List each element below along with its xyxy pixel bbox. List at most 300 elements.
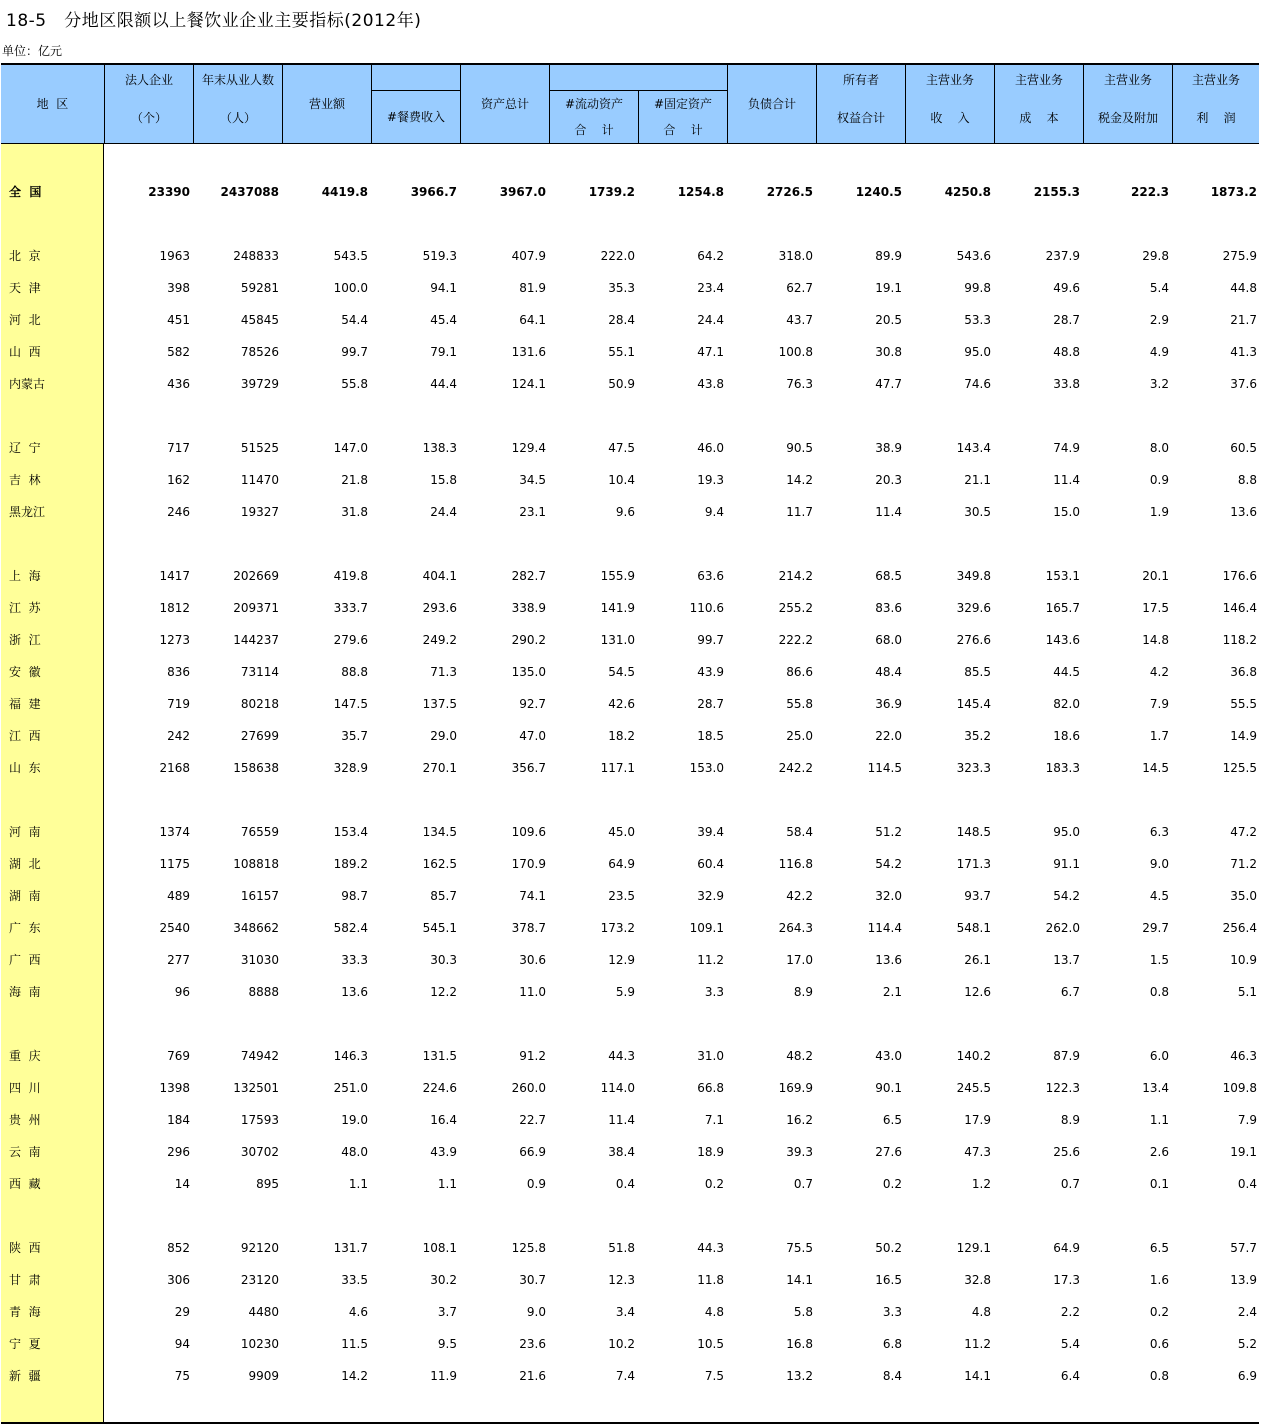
table-cell: 85.5 — [964, 665, 991, 679]
table-cell: 11.7 — [786, 505, 813, 519]
table-cell: 14.5 — [1142, 761, 1169, 775]
table-cell: 153.4 — [333, 825, 368, 839]
table-cell: 29.7 — [1142, 921, 1169, 935]
table-cell: 29.8 — [1142, 249, 1169, 263]
table-cell: 419.8 — [333, 569, 368, 583]
table-cell: 16.5 — [875, 1273, 902, 1287]
table-cell: 245.5 — [956, 1081, 991, 1095]
region-name: 河 南 — [9, 825, 41, 839]
table-cell: 1.5 — [1149, 953, 1169, 967]
table-cell: 31030 — [240, 953, 279, 967]
table-cell: 2168 — [159, 761, 190, 775]
table-cell: 1254.8 — [677, 185, 724, 199]
table-cell: 108818 — [233, 857, 279, 871]
table-cell: 548.1 — [956, 921, 991, 935]
header-owners-equity: 所有者 权益合计 — [817, 65, 906, 143]
table-cell: 852 — [167, 1241, 190, 1255]
table-cell: 23.5 — [608, 889, 635, 903]
table-cell: 110.6 — [689, 601, 724, 615]
table-row — [1, 502, 1259, 522]
table-cell: 71.3 — [430, 665, 457, 679]
region-name: 青 海 — [9, 1305, 41, 1319]
table-cell: 116.8 — [778, 857, 813, 871]
header-main-income: 主营业务 收 入 — [906, 65, 995, 143]
table-cell: 248833 — [233, 249, 279, 263]
table-cell: 19.3 — [697, 473, 724, 487]
table-cell: 143.6 — [1045, 633, 1080, 647]
header-revenue-group-top — [372, 65, 461, 91]
region-name: 浙 江 — [9, 633, 41, 647]
table-cell: 17.0 — [786, 953, 813, 967]
table-cell: 75 — [174, 1369, 190, 1383]
table-cell: 6.9 — [1237, 1369, 1257, 1383]
table-cell: 23.6 — [519, 1337, 546, 1351]
table-cell: 25.6 — [1053, 1145, 1080, 1159]
table-cell: 114.5 — [867, 761, 902, 775]
table-cell: 0.2 — [882, 1177, 902, 1191]
table-row — [1, 374, 1259, 394]
table-row — [1, 438, 1259, 458]
table-cell: 18.2 — [608, 729, 635, 743]
region-name: 黑龙江 — [9, 505, 46, 519]
region-column-background — [1, 144, 104, 1422]
table-row — [1, 662, 1259, 682]
region-name: 广 西 — [9, 953, 41, 967]
table-cell: 132501 — [233, 1081, 279, 1095]
table-cell: 349.8 — [956, 569, 991, 583]
table-cell: 20.1 — [1142, 569, 1169, 583]
table-cell: 28.7 — [1053, 313, 1080, 327]
table-cell: 4.9 — [1149, 345, 1169, 359]
table-cell: 4419.8 — [321, 185, 368, 199]
table-cell: 98.7 — [341, 889, 368, 903]
table-cell: 90.5 — [786, 441, 813, 455]
table-cell: 6.7 — [1060, 985, 1080, 999]
table-cell: 8.9 — [1060, 1113, 1080, 1127]
table-cell: 1739.2 — [588, 185, 635, 199]
table-cell: 7.4 — [615, 1369, 635, 1383]
table-cell: 0.2 — [704, 1177, 724, 1191]
table-cell: 45.0 — [608, 825, 635, 839]
table-cell: 153.0 — [689, 761, 724, 775]
table-cell: 323.3 — [956, 761, 991, 775]
table-cell: 39.3 — [786, 1145, 813, 1159]
table-cell: 135.0 — [511, 665, 546, 679]
table-cell: 543.6 — [956, 249, 991, 263]
table-cell: 131.6 — [511, 345, 546, 359]
table-cell: 75.5 — [786, 1241, 813, 1255]
table-cell: 276.6 — [956, 633, 991, 647]
table-cell: 99.7 — [341, 345, 368, 359]
header-revenue: 营业额 — [283, 65, 372, 143]
table-row — [1, 1270, 1259, 1290]
table-row — [1, 822, 1259, 842]
table-cell: 719 — [167, 697, 190, 711]
table-cell: 44.4 — [430, 377, 457, 391]
table-cell: 407.9 — [511, 249, 546, 263]
table-cell: 47.3 — [964, 1145, 991, 1159]
table-cell: 1.7 — [1149, 729, 1169, 743]
table-cell: 3966.7 — [410, 185, 457, 199]
table-cell: 18.9 — [697, 1145, 724, 1159]
table-cell: 26.1 — [964, 953, 991, 967]
table-cell: 11.0 — [519, 985, 546, 999]
table-cell: 279.6 — [333, 633, 368, 647]
table-cell: 43.7 — [786, 313, 813, 327]
table-cell: 222.0 — [600, 249, 635, 263]
table-cell: 4.2 — [1149, 665, 1169, 679]
table-cell: 14.1 — [964, 1369, 991, 1383]
table-cell: 6.8 — [882, 1337, 902, 1351]
table-cell: 398 — [167, 281, 190, 295]
table-cell: 7.9 — [1149, 697, 1169, 711]
region-name: 江 西 — [9, 729, 41, 743]
table-cell: 20.5 — [875, 313, 902, 327]
table-cell: 18.6 — [1053, 729, 1080, 743]
table-cell: 129.1 — [956, 1241, 991, 1255]
table-cell: 145.4 — [956, 697, 991, 711]
header-legal-units: 法人企业 （个） — [105, 65, 194, 143]
table-row — [1, 1142, 1259, 1162]
table-cell: 895 — [256, 1177, 279, 1191]
table-cell: 35.2 — [964, 729, 991, 743]
region-name: 宁 夏 — [9, 1337, 41, 1351]
table-cell: 46.3 — [1230, 1049, 1257, 1063]
table-cell: 209371 — [233, 601, 279, 615]
region-name: 山 西 — [9, 345, 41, 359]
table-cell: 25.0 — [786, 729, 813, 743]
table-cell: 45.4 — [430, 313, 457, 327]
table-cell: 1.9 — [1149, 505, 1169, 519]
table-cell: 131.7 — [333, 1241, 368, 1255]
table-cell: 270.1 — [422, 761, 457, 775]
table-cell: 14.2 — [341, 1369, 368, 1383]
table-cell: 246 — [167, 505, 190, 519]
table-cell: 543.5 — [333, 249, 368, 263]
table-cell: 15.8 — [430, 473, 457, 487]
table-cell: 14 — [174, 1177, 190, 1191]
table-cell: 24.4 — [430, 505, 457, 519]
table-cell: 32.0 — [875, 889, 902, 903]
table-cell: 86.6 — [786, 665, 813, 679]
table-cell: 37.6 — [1230, 377, 1257, 391]
table-cell: 7.5 — [704, 1369, 724, 1383]
table-cell: 80218 — [240, 697, 279, 711]
table-cell: 0.4 — [1237, 1177, 1257, 1191]
region-name: 海 南 — [9, 985, 41, 999]
table-cell: 5.1 — [1237, 985, 1257, 999]
table-cell: 27.6 — [875, 1145, 902, 1159]
table-cell: 1175 — [159, 857, 190, 871]
table-cell: 91.1 — [1053, 857, 1080, 871]
table-cell: 48.0 — [341, 1145, 368, 1159]
table-cell: 3.4 — [615, 1305, 635, 1319]
region-name: 福 建 — [9, 697, 41, 711]
table-cell: 153.1 — [1045, 569, 1080, 583]
table-cell: 35.0 — [1230, 889, 1257, 903]
region-name: 河 北 — [9, 313, 41, 327]
table-cell: 18.5 — [697, 729, 724, 743]
table-cell: 329.6 — [956, 601, 991, 615]
table-cell: 137.5 — [422, 697, 457, 711]
table-cell: 2.2 — [1060, 1305, 1080, 1319]
table-cell: 66.8 — [697, 1081, 724, 1095]
table-cell: 48.2 — [786, 1049, 813, 1063]
region-name: 北 京 — [9, 249, 41, 263]
table-cell: 118.2 — [1222, 633, 1257, 647]
table-cell: 30702 — [240, 1145, 279, 1159]
table-cell: 147.5 — [333, 697, 368, 711]
table-cell: 39729 — [240, 377, 279, 391]
table-cell: 89.9 — [875, 249, 902, 263]
region-name: 四 川 — [9, 1081, 41, 1095]
region-name: 江 苏 — [9, 601, 41, 615]
table-cell: 100.8 — [778, 345, 813, 359]
table-cell: 4.5 — [1149, 889, 1169, 903]
table-cell: 54.2 — [1053, 889, 1080, 903]
table-cell: 12.9 — [608, 953, 635, 967]
table-cell: 55.8 — [341, 377, 368, 391]
table-cell: 173.2 — [600, 921, 635, 935]
table-cell: 78526 — [240, 345, 279, 359]
table-cell: 222.2 — [778, 633, 813, 647]
table-cell: 74.1 — [519, 889, 546, 903]
table-cell: 44.3 — [608, 1049, 635, 1063]
table-row — [1, 918, 1259, 938]
table-cell: 16157 — [240, 889, 279, 903]
table-row — [1, 1078, 1259, 1098]
table-cell: 48.8 — [1053, 345, 1080, 359]
table-cell: 3.2 — [1149, 377, 1169, 391]
header-catering-income: #餐费收入 — [372, 91, 461, 143]
table-cell: 264.3 — [778, 921, 813, 935]
table-cell: 64.2 — [697, 249, 724, 263]
table-cell: 55.1 — [608, 345, 635, 359]
table-header — [1, 65, 1259, 144]
table-cell: 33.8 — [1053, 377, 1080, 391]
table-cell: 0.8 — [1149, 985, 1169, 999]
table-cell: 54.2 — [875, 857, 902, 871]
table-cell: 6.0 — [1149, 1049, 1169, 1063]
table-cell: 140.2 — [956, 1049, 991, 1063]
table-row — [1, 1334, 1259, 1354]
table-cell: 122.3 — [1045, 1081, 1080, 1095]
table-cell: 19327 — [240, 505, 279, 519]
table-cell: 158638 — [233, 761, 279, 775]
header-total-liabilities: 负债合计 — [728, 65, 817, 143]
table-cell: 262.0 — [1045, 921, 1080, 935]
table-cell: 214.2 — [778, 569, 813, 583]
table-cell: 44.3 — [697, 1241, 724, 1255]
table-cell: 519.3 — [422, 249, 457, 263]
table-cell: 81.9 — [519, 281, 546, 295]
table-cell: 30.2 — [430, 1273, 457, 1287]
table-cell: 5.4 — [1060, 1337, 1080, 1351]
table-cell: 4.8 — [704, 1305, 724, 1319]
table-cell: 12.3 — [608, 1273, 635, 1287]
table-cell: 28.7 — [697, 697, 724, 711]
header-main-tax: 主营业务 税金及附加 — [1084, 65, 1173, 143]
table-cell: 54.4 — [341, 313, 368, 327]
table-cell: 11.5 — [341, 1337, 368, 1351]
table-cell: 39.4 — [697, 825, 724, 839]
table-cell: 42.2 — [786, 889, 813, 903]
table-cell: 1398 — [159, 1081, 190, 1095]
table-cell: 21.6 — [519, 1369, 546, 1383]
table-cell: 1873.2 — [1210, 185, 1257, 199]
table-cell: 45845 — [240, 313, 279, 327]
table-cell: 34.5 — [519, 473, 546, 487]
table-cell: 19.1 — [1230, 1145, 1257, 1159]
table-cell: 318.0 — [778, 249, 813, 263]
table-cell: 11.2 — [697, 953, 724, 967]
table-cell: 23.4 — [697, 281, 724, 295]
table-row — [1, 1174, 1259, 1194]
table-cell: 36.9 — [875, 697, 902, 711]
header-current-assets: #流动资产 合 计 — [550, 91, 639, 143]
table-cell: 47.5 — [608, 441, 635, 455]
table-cell: 11.4 — [875, 505, 902, 519]
table-cell: 338.9 — [511, 601, 546, 615]
table-cell: 155.9 — [600, 569, 635, 583]
region-name: 贵 州 — [9, 1113, 41, 1127]
unit-label: 单位：亿元 — [2, 44, 63, 58]
table-cell: 24.4 — [697, 313, 724, 327]
table-cell: 29.0 — [430, 729, 457, 743]
table-cell: 1.2 — [971, 1177, 991, 1191]
table-cell: 23390 — [148, 185, 190, 199]
table-cell: 38.4 — [608, 1145, 635, 1159]
table-cell: 138.3 — [422, 441, 457, 455]
table-cell: 14.9 — [1230, 729, 1257, 743]
header-total-assets: 资产总计 — [461, 65, 550, 143]
table-cell: 328.9 — [333, 761, 368, 775]
table-cell: 19.0 — [341, 1113, 368, 1127]
table-cell: 1417 — [159, 569, 190, 583]
table-cell: 14.2 — [786, 473, 813, 487]
table-cell: 10.5 — [697, 1337, 724, 1351]
table-cell: 0.9 — [526, 1177, 546, 1191]
table-cell: 222.3 — [1131, 185, 1169, 199]
table-cell: 30.8 — [875, 345, 902, 359]
table-cell: 11.8 — [697, 1273, 724, 1287]
table-cell: 93.7 — [964, 889, 991, 903]
table-cell: 147.0 — [333, 441, 368, 455]
table-cell: 124.1 — [511, 377, 546, 391]
table-cell: 148.5 — [956, 825, 991, 839]
table-cell: 125.5 — [1222, 761, 1257, 775]
table-row — [1, 1366, 1259, 1386]
table-cell: 62.7 — [786, 281, 813, 295]
table-cell: 60.5 — [1230, 441, 1257, 455]
table-cell: 333.7 — [333, 601, 368, 615]
table-cell: 27699 — [240, 729, 279, 743]
table-cell: 63.6 — [697, 569, 724, 583]
header-region: 地 区 — [1, 65, 105, 143]
table-cell: 237.9 — [1045, 249, 1080, 263]
table-cell: 11.4 — [608, 1113, 635, 1127]
table-cell: 44.5 — [1053, 665, 1080, 679]
table-cell: 55.8 — [786, 697, 813, 711]
table-cell: 51525 — [240, 441, 279, 455]
table-cell: 129.4 — [511, 441, 546, 455]
table-cell: 49.6 — [1053, 281, 1080, 295]
table-cell: 1.1 — [437, 1177, 457, 1191]
table-cell: 33.5 — [341, 1273, 368, 1287]
table-cell: 306 — [167, 1273, 190, 1287]
table-cell: 176.6 — [1222, 569, 1257, 583]
table-row — [1, 470, 1259, 490]
table-cell: 43.0 — [875, 1049, 902, 1063]
table-cell: 11470 — [240, 473, 279, 487]
table-cell: 8.9 — [793, 985, 813, 999]
table-cell: 11.9 — [430, 1369, 457, 1383]
region-name: 甘 肃 — [9, 1273, 41, 1287]
table-row — [1, 1110, 1259, 1130]
table-cell: 47.1 — [697, 345, 724, 359]
table-cell: 35.7 — [341, 729, 368, 743]
table-cell: 32.8 — [964, 1273, 991, 1287]
table-cell: 14.8 — [1142, 633, 1169, 647]
table-cell: 17.3 — [1053, 1273, 1080, 1287]
table-cell: 58.4 — [786, 825, 813, 839]
table-cell: 170.9 — [511, 857, 546, 871]
region-name: 内蒙古 — [9, 377, 46, 391]
table-cell: 717 — [167, 441, 190, 455]
table-cell: 4.8 — [971, 1305, 991, 1319]
table-cell: 165.7 — [1045, 601, 1080, 615]
table-cell: 3967.0 — [499, 185, 546, 199]
table-cell: 3.3 — [704, 985, 724, 999]
table-cell: 33.3 — [341, 953, 368, 967]
table-cell: 7.1 — [704, 1113, 724, 1127]
region-name: 陕 西 — [9, 1241, 41, 1255]
table-row — [1, 246, 1259, 266]
table-cell: 23120 — [240, 1273, 279, 1287]
table-cell: 38.9 — [875, 441, 902, 455]
table-cell: 21.1 — [964, 473, 991, 487]
table-cell: 91.2 — [519, 1049, 546, 1063]
table-cell: 30.7 — [519, 1273, 546, 1287]
table-cell: 134.5 — [422, 825, 457, 839]
table-cell: 9.0 — [526, 1305, 546, 1319]
table-cell: 16.4 — [430, 1113, 457, 1127]
table-cell: 0.7 — [793, 1177, 813, 1191]
table-row — [1, 886, 1259, 906]
table-cell: 13.6 — [341, 985, 368, 999]
table-cell: 17593 — [240, 1113, 279, 1127]
table-cell: 10230 — [240, 1337, 279, 1351]
table-row — [1, 566, 1259, 586]
table-cell: 1374 — [159, 825, 190, 839]
table-row — [1, 726, 1259, 746]
table-cell: 5.9 — [615, 985, 635, 999]
table-cell: 1.1 — [348, 1177, 368, 1191]
header-main-cost: 主营业务 成 本 — [995, 65, 1084, 143]
table-cell: 1812 — [159, 601, 190, 615]
header-fixed-assets: #固定资产 合 计 — [639, 91, 728, 143]
table-cell: 404.1 — [422, 569, 457, 583]
table-cell: 51.2 — [875, 825, 902, 839]
table-cell: 489 — [167, 889, 190, 903]
region-name: 新 疆 — [9, 1369, 41, 1383]
table-cell: 249.2 — [422, 633, 457, 647]
table-cell: 5.4 — [1149, 281, 1169, 295]
table-row — [1, 950, 1259, 970]
table-row — [1, 630, 1259, 650]
data-table — [1, 63, 1259, 1424]
table-cell: 3.3 — [882, 1305, 902, 1319]
